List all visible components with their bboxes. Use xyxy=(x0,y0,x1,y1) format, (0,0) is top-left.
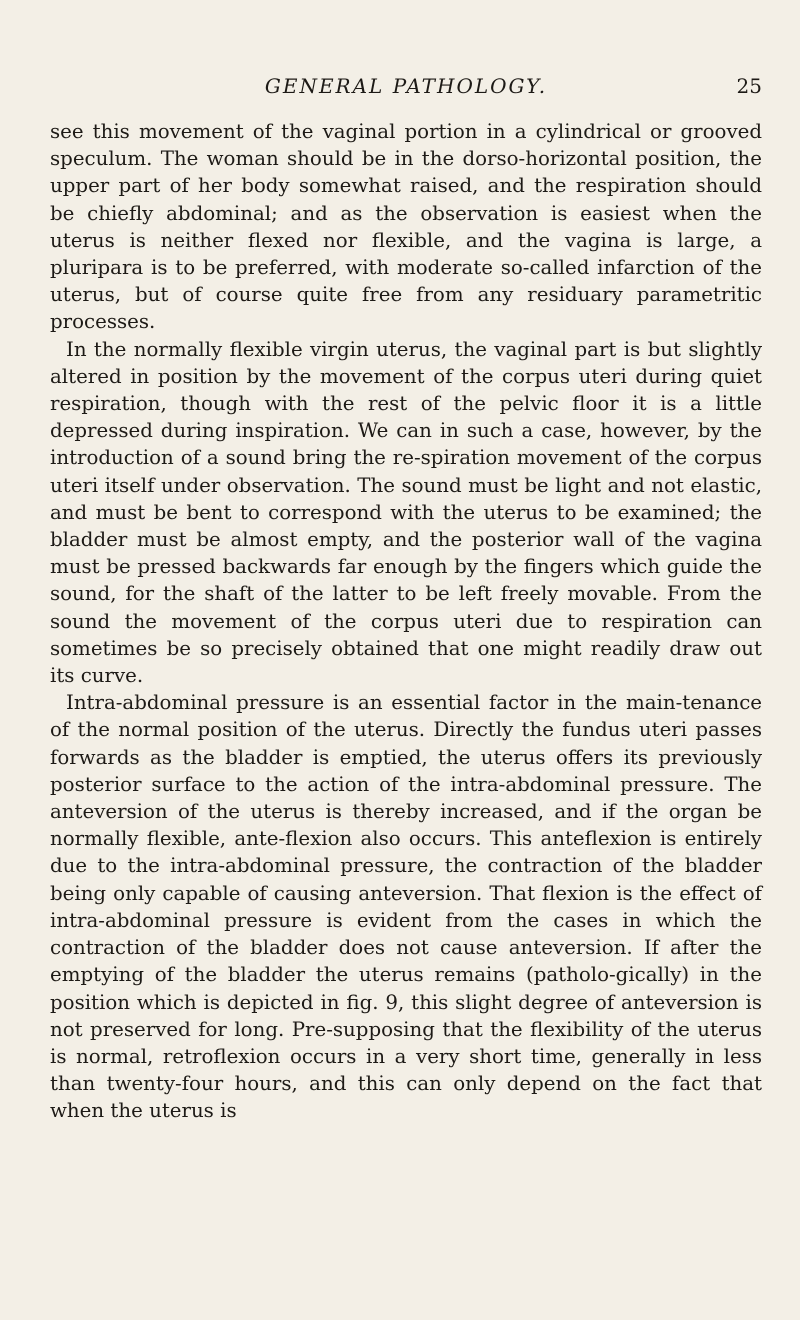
paragraph: see this movement of the vaginal portion in a cylindrical or grooved speculum. The woman should be in the dorso-horizontal position, the upper part of her body somewhat raised, and the respiration should be chiefly abdominal; and as the observation is easiest when the uterus is neither flexed nor flexible, and the vagina is large, a pluripara is to be preferred, with moderate so-called infarction of the uterus, but of course quite free from any residuary parametritic processes. xyxy=(50,120,762,334)
paragraph: In the normally flexible virgin uterus, the vaginal part is but slightly altered in position by the movement of the corpus uteri during quiet respiration, though with the rest of the pelvic floor it is a little depressed during inspiration. We can in such a case, however, by the introduction of a sound bring the re-spiration movement of the corpus uteri itself under observation. The sound must be light and not elastic, and must be bent to correspond with the uterus to be examined; the bladder must be almost empty, and the posterior wall of the vagina must be pressed backwards far enough by the fingers which guide the sound, for the shaft of the latter to be left freely movable. From the sound the movement of the corpus uteri due to respiration can sometimes be so precisely obtained that one might readily draw out its curve. xyxy=(50,337,762,688)
running-head: GENERAL PATHOLOGY. xyxy=(264,74,548,98)
book-page xyxy=(50,74,762,1304)
body-text xyxy=(50,118,762,1125)
paragraph: Intra-abdominal pressure is an essential factor in the main-tenance of the normal position of the uterus. Directly the fundus uteri passes forwards as the bladder is emptied, the uterus offers its previously posterior surface to the action of the intra-abdominal pressure. The anteversion of the uterus is thereby increased, and if the organ be normally flexible, ante-flexion also occurs. This anteflexion is entirely due to the intra-abdominal pressure, the contraction of the bladder being only capable of causing anteversion. That flexion is the effect of intra-abdominal pressure is evident from the cases in which the contraction of the bladder does not cause anteversion. If after the emptying of the bladder the uterus remains (patholo-gically) in the position which is depicted in fig. 9, this slight degree of anteversion is not preserved for long. Pre-supposing that the flexibility of the uterus is normal, retroflexion occurs in a very short time, generally in less than twenty-four hours, and this can only depend on the fact that when the uterus is xyxy=(50,691,762,1123)
page-header xyxy=(50,74,762,104)
page-number: 25 xyxy=(736,74,762,98)
